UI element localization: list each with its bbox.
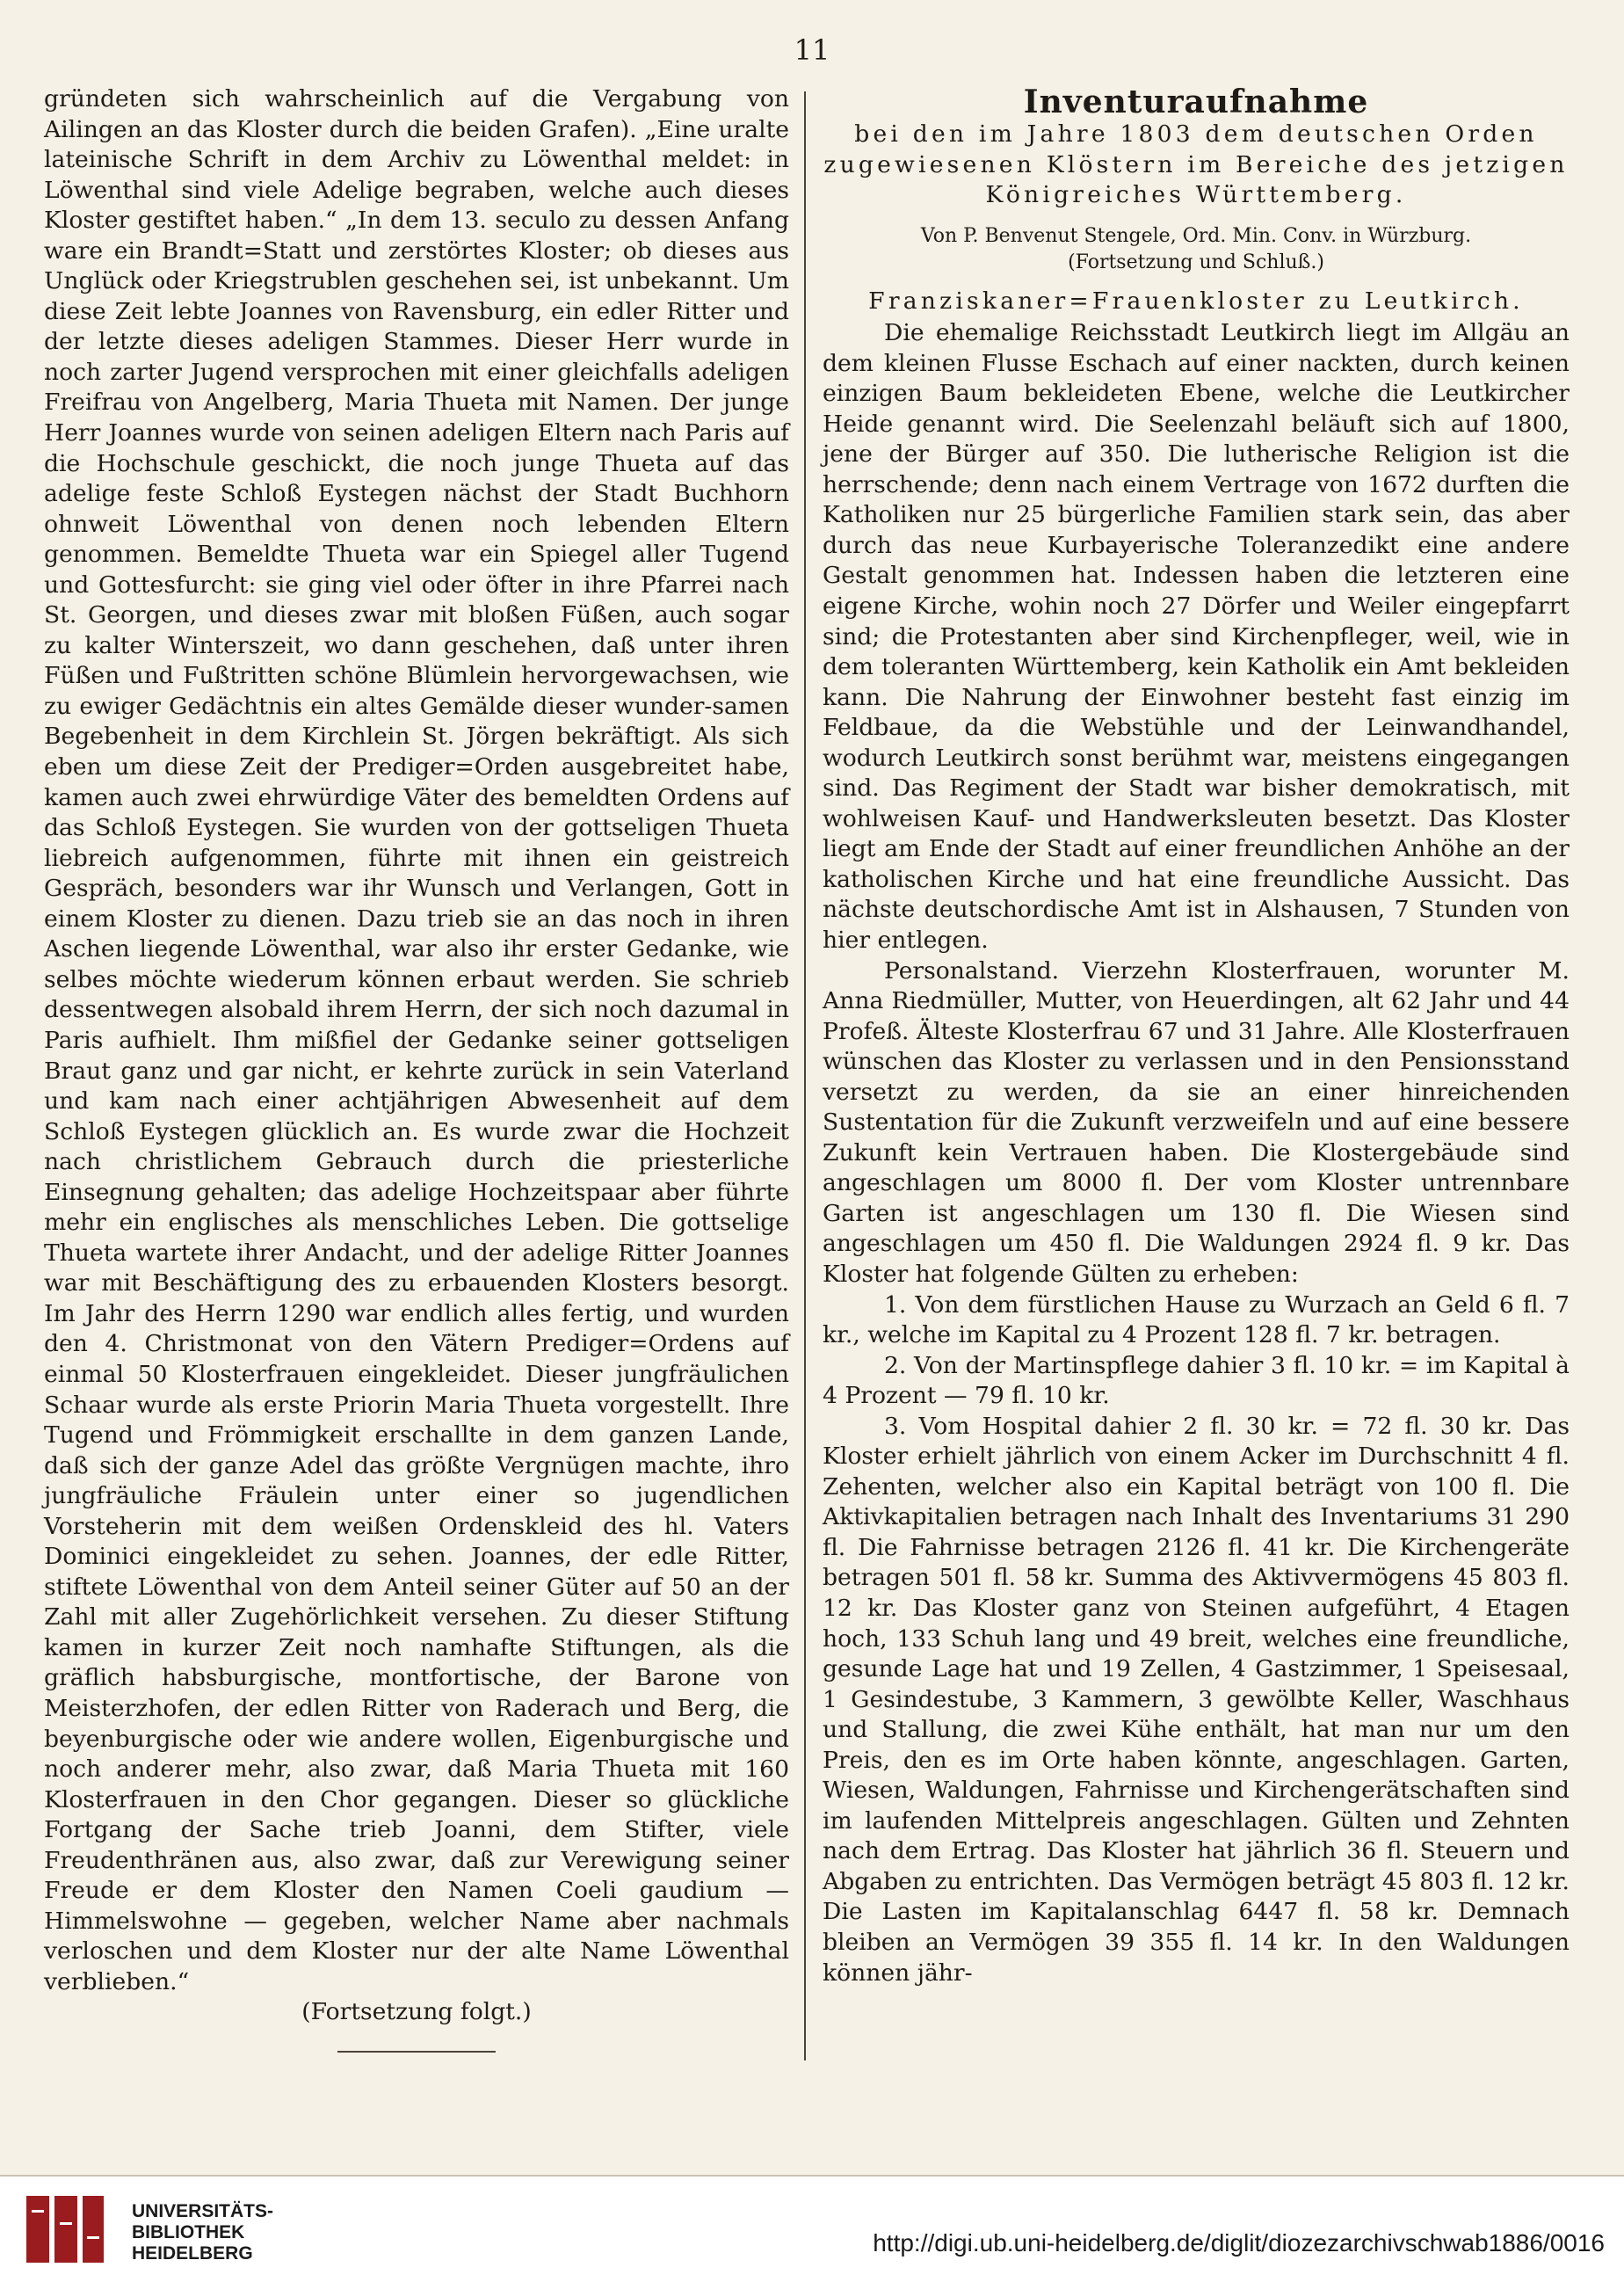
right-paragraph: Die ehemalige Reichsstadt Leutkirch liegt im Allgäu an dem kleinen Flusse Eschach auf einer nackten, durch keinen einzigen Baum bekleideten Ebene, welche die Leutkircher Heide genannt wird. Die Seelenzahl beläuft sich auf 1800, jene der Bürger auf 350. Die lutherische Religion ist die herrschende; denn nach einem Vertrage von 1672 durften die Katholiken nur 25 bürgerliche Familien stark sein, das aber durch das neue Kurbayerische Toleranzedikt eine andere Gestalt genommen hat. Indessen haben die letzteren eine eigene Kirche, wohin noch 27 Dörfer und Weiler eingepfarrt sind; die Protestanten aber sind Kirchenpfleger, weil, wie in dem toleranten Württemberg, kein Katholik ein Amt bekleiden kann. Die Nahrung der Einwohner besteht fast einzig im Feldbaue, da die Webstühle und der Leinwandhandel, wodurch Leutkirch sonst berühmt war, meistens eingegangen sind. Das Regiment der Stadt war bisher demokratisch, mit wohlweisen Kauf- und Handwerksleuten besetzt. Das Kloster liegt am Ende der Stadt auf einer freundlichen Anhöhe an der katholischen Kirche und hat eine freundliche Aussicht. Das nächste deutschordische Amt ist in Alshausen, 7 Stunden von hier entlegen.: [823, 319, 1570, 954]
library-logo-text: [132, 2201, 273, 2264]
article-author: Von P. Benvenut Stengele, Ord. Min. Conv. in Würzburg.: [920, 224, 1472, 247]
continued-note: (Fortsetzung folgt.): [301, 1998, 532, 2026]
section-heading: Franziskaner=Frauenkloster zu Leutkirch.: [868, 287, 1524, 315]
right-paragraph: Personalstand. Vierzehn Klosterfrauen, worunter M. Anna Riedmüller, Mutter, von Heuerdingen, alt 62 Jahr und 44 Profeß. Älteste Klosterfrau 67 und 31 Jahre. Alle Klosterfrauen wünschen das Kloster zu verlassen und in den Pensionsstand versetzt zu werden, da sie an einer hinreichenden Sustentation für die Zukunft verzweifeln und auf eine bessere Zukunft kein Vertrauen haben. Die Klostergebäude sind angeschlagen um 8000 fl. Der vom Kloster untrennbare Garten ist angeschlagen um 130 fl. Die Wiesen sind angeschlagen um 450 fl. Die Waldungen 2924 fl. 9 kr. Das Kloster hat folgende Gülten zu erheben:: [823, 956, 1570, 1288]
column-divider: [804, 91, 806, 2060]
right-paragraph: 1. Von dem fürstlichen Hause zu Wurzach an Geld 6 fl. 7 kr., welche im Kapital zu 4 Prozent 128 fl. 7 kr. betragen.: [823, 1290, 1570, 1349]
article-author-note: (Fortsetzung und Schluß.): [1068, 251, 1324, 273]
page-number: 11: [794, 33, 830, 67]
source-url-link[interactable]: http://digi.ub.uni-heidelberg.de/diglit/diozezarchivschwab1886/0016: [873, 2229, 1605, 2257]
left-column: [44, 84, 789, 2026]
article-subtitle: bei den im Jahre 1803 dem deutschen Orden zugewiesenen Klöstern im Bereiche des jetzigen Königreiches Württemberg.: [823, 120, 1569, 208]
logo-line: BIBLIOTHEK: [132, 2222, 245, 2242]
right-paragraph: 3. Vom Hospital dahier 2 fl. 30 kr. = 72 fl. 30 kr. Das Kloster erhielt jährlich von einem Acker im Durchschnitt 4 fl. Zehenten, welcher also ein Kapital beträgt von 100 fl. Die Aktivkapitalien betragen nach Inhalt des Inventariums 31 290 fl. Die Fahrnisse betragen 2126 fl. 41 kr. Die Kirchengeräte betragen 501 fl. 58 kr. Summa des Aktivvermögens 45 803 fl. 12 kr. Das Kloster ganz von Steinen aufgeführt, 4 Etagen hoch, 133 Schuh lang und 49 breit, welches eine freundliche, gesunde Lage hat und 19 Zellen, 4 Gastzimmer, 1 Speisesaal, 1 Gesindestube, 3 Kammern, 3 gewölbte Keller, Waschhaus und Stallung, die zwei Kühe enthält, hat man nur um den Preis, den es im Orte haben könnte, angeschlagen. Garten, Wiesen, Waldungen, Fahrnisse und Kirchengerätschaften sind im laufenden Mittelpreis angeschlagen. Gülten und Zehnten nach dem Ertrag. Das Kloster hat jährlich 36 fl. Steuern und Abgaben zu entrichten. Das Vermögen beträgt 45 803 fl. 12 kr. Die Lasten im Kapitalanschlag 6447 fl. 58 kr. Demnach bleiben an Vermögen 39 355 fl. 14 kr. In den Waldungen können jähr-: [823, 1412, 1570, 1987]
library-logo-icon: [23, 2192, 107, 2266]
logo-line: HEIDELBERG: [132, 2243, 253, 2264]
right-column: [823, 84, 1570, 1987]
article-title: Inventuraufnahme: [1023, 84, 1369, 120]
left-paragraph: gründeten sich wahrscheinlich auf die Vergabung von Ailingen an das Kloster durch die beiden Grafen). „Eine uralte lateinische Schrift in dem Archiv zu Löwenthal meldet: in Löwenthal sind viele Adelige begraben, welche auch dieses Kloster gestiftet haben.“ „In dem 13. seculo zu dessen Anfang ware ein Brandt=Statt und zerstörtes Kloster; ob dieses aus Unglück oder Kriegstrublen geschehen sei, ist unbekannt. Um diese Zeit lebte Joannes von Ravensburg, ein edler Ritter und der letzte dieses adeligen Stammes. Dieser Herr wurde in noch zarter Jugend versprochen mit einer gleichfalls adeligen Freifrau von Angelberg, Maria Thueta mit Namen. Der junge Herr Joannes wurde von seinen adeligen Eltern nach Paris auf die Hochschule geschickt, die noch junge Thueta auf das adelige feste Schloß Eystegen nächst der Stadt Buchhorn ohnweit Löwenthal von denen noch lebenden Eltern genommen. Bemeldte Thueta war ein Spiegel aller Tugend und Gottesfurcht: sie ging viel oder öfter in ihre Pfarrei nach St. Georgen, und dieses zwar mit bloßen Füßen, auch sogar zu kalter Winterszeit, wo dann geschehen, daß unter ihren Füßen und Fußtritten schöne Blümlein hervorgewachsen, wie zu ewiger Gedächtnis ein altes Gemälde dieser wunder-samen Begebenheit in dem Kirchlein St. Jörgen bekräftigt. Als sich eben um diese Zeit der Prediger=Orden ausgebreitet habe, kamen auch zwei ehrwürdige Väter des bemeldten Ordens auf das Schloß Eystegen. Sie wurden von der gottseligen Thueta liebreich aufgenommen, führte mit ihnen ein geistreich Gespräch, besonders war ihr Wunsch und Verlangen, Gott in einem Kloster zu dienen. Dazu trieb sie an das noch in ihren Aschen liegende Löwenthal, war also ihr erster Gedanke, wie selbes möchte wiederum können erbaut werden. Sie schrieb dessentwegen alsobald ihrem Herrn, der sich noch dazumal in Paris aufhielt. Ihm mißfiel der Gedanke seiner gottseligen Braut ganz und gar nicht, er kehrte zurück in sein Vaterland und kam nach einer achtjährigen Abwesenheit auf dem Schloß Eystegen glücklich an. Es wurde zwar die Hochzeit nach christlichem Gebrauch durch die priesterliche Einsegnung gehalten; das adelige Hochzeitspaar aber führte mehr ein englisches als menschliches Leben. Die gottselige Thueta wartete ihrer Andacht, und der adelige Ritter Joannes war mit Beschäftigung des zu erbauenden Klosters besorgt. Im Jahr des Herrn 1290 war endlich alles fertig, und wurden den 4. Christmonat von den Vätern Prediger=Ordens auf einmal 50 Klosterfrauen eingekleidet. Dieser jungfräulichen Schaar wurde als erste Priorin Maria Thueta vorgestellt. Ihre Tugend und Frömmigkeit erschallte in dem ganzen Lande, daß sich der ganze Adel das größte Vergnügen machte, ihro jungfräuliche Fräulein unter einer so jugendlichen Vorsteherin mit dem weißen Ordenskleid des hl. Vaters Dominici eingekleidet zu sehen. Joannes, der edle Ritter, stiftete Löwenthal von dem Anteil seiner Güter auf 50 an der Zahl mit aller Zugehörlichkeit versehen. Zu dieser Stiftung kamen in kurzer Zeit noch namhafte Stiftungen, als die gräflich habsburgische, montfortische, der Barone von Meisterzhofen, der edlen Ritter von Raderach und Berg, die beyenburgische oder wie andere wollen, Eigenburgische und noch anderer mehr, also zwar, daß Maria Thueta mit 160 Klosterfrauen in den Chor gegangen. Dieser so glückliche Fortgang der Sache trieb Joanni, dem Stifter, viele Freudenthränen aus, also zwar, daß zur Verewigung seiner Freude er dem Kloster den Namen Coeli gaudium — Himmelswohne — gegeben, welcher Name aber nachmals verloschen und dem Kloster nur der alte Name Löwenthal verblieben.“: [44, 85, 789, 1995]
end-rule: [337, 2051, 496, 2053]
logo-line: UNIVERSITÄTS-: [132, 2201, 274, 2221]
footer-bar: [0, 2177, 1624, 2282]
right-paragraph: 2. Von der Martinspflege dahier 3 fl. 10 kr. = im Kapital à 4 Prozent — 79 fl. 10 kr.: [823, 1351, 1570, 1410]
